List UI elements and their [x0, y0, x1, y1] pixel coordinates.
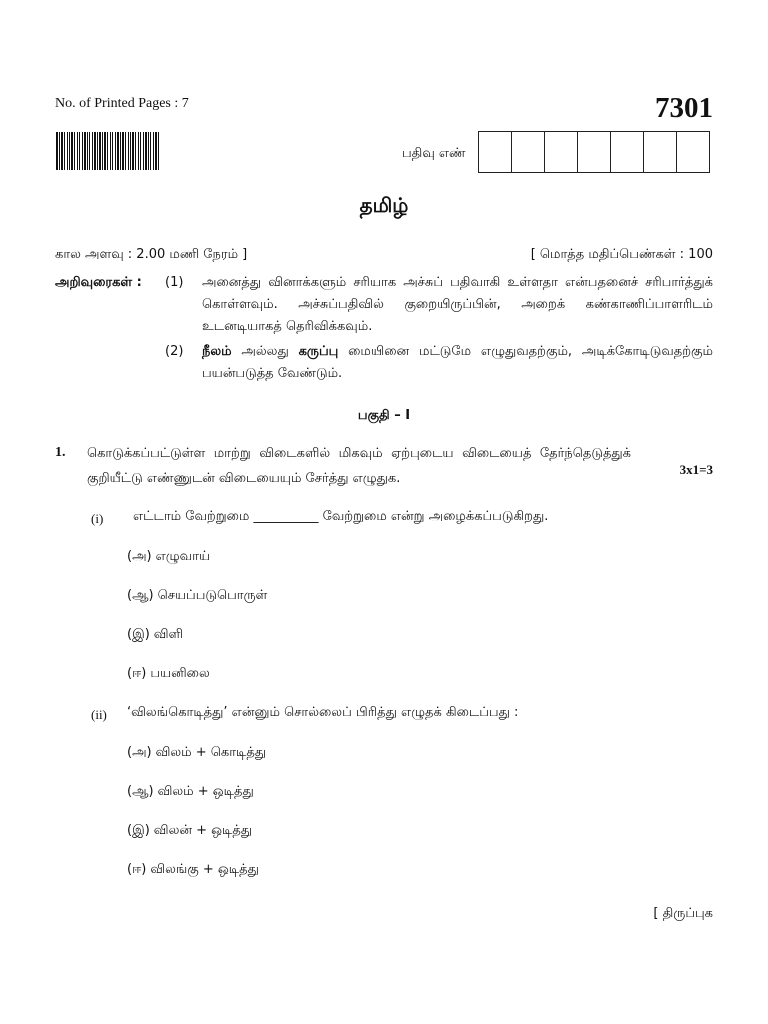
barcode-bar: [77, 132, 78, 170]
barcode-bar: [94, 132, 96, 170]
instruction-text: [202, 341, 713, 385]
reg-digit-box: [644, 132, 677, 172]
reg-digit-box: [545, 132, 578, 172]
barcode-bar: [79, 132, 80, 170]
sub-question-number: (i): [91, 511, 104, 526]
option-text: விளி: [153, 627, 183, 642]
answer-option: [127, 862, 259, 878]
question-number: 1.: [55, 445, 66, 460]
option-label: (அ): [127, 745, 152, 760]
barcode-bar: [145, 132, 147, 170]
barcode-bar: [107, 132, 108, 170]
paper-code: 7301: [655, 92, 713, 124]
barcode-bar: [122, 132, 124, 170]
option-text: விலம் + கொடித்து: [155, 745, 267, 760]
option-text: விலங்கு + ஒடித்து: [150, 862, 259, 877]
instruction-rest: மையினை மட்டுமே எழுதுவதற்கும், அடிக்கோடிடுவதற்கும் பயன்படுத்த வேண்டும்.: [202, 344, 713, 381]
barcode-bar: [112, 132, 113, 170]
sub-question-number: (ii): [91, 707, 107, 722]
instruction-number: (1): [165, 275, 184, 290]
instruction-text: அனைத்து வினாக்களும் சரியாக அச்சுப் பதிவாகி உள்ளதா என்பதனைச் சரிபார்த்துக் கொள்ளவும். அச்சுப்பதிவில் குறையிருப்பின், அறைக் கண்காணிப்பாளரிடம் உடனடியாகத் தெரிவிக்கவும்.: [202, 275, 713, 334]
barcode-bar: [104, 132, 106, 170]
answer-option: [127, 627, 183, 643]
barcode-bar: [102, 132, 103, 170]
barcode-bar: [71, 132, 73, 170]
barcode-bar: [74, 132, 75, 170]
answer-option: [127, 784, 254, 800]
option-text: எழுவாய்: [155, 549, 211, 564]
emphasis-blue: நீலம்: [202, 344, 232, 359]
answer-option: [127, 745, 266, 761]
instructions-label: அறிவுரைகள் :: [55, 275, 142, 290]
sub-question-stem: ‘விலங்கொடித்து’ என்னும் சொல்லைப் பிரித்து எழுதக் கிடைப்பது :: [127, 705, 519, 720]
option-label: (அ): [127, 549, 152, 564]
registration-number-boxes: [478, 131, 710, 173]
option-label: (இ): [127, 627, 150, 642]
reg-digit-box: [479, 132, 512, 172]
barcode-bar: [153, 132, 154, 170]
barcode-bar: [99, 132, 101, 170]
barcode-bar: [130, 132, 131, 170]
barcode-bar: [150, 132, 151, 170]
reg-digit-box: [611, 132, 644, 172]
instruction-number: (2): [165, 344, 184, 359]
question-text: கொடுக்கப்பட்டுள்ள மாற்று விடைகளில் மிகவும் ஏற்புடைய விடையைத் தேர்ந்தெடுத்துக் குறியீட்டு எண்ணுடன் விடையையும் சேர்த்து எழுதுக.: [87, 446, 631, 486]
barcode-bar: [155, 132, 157, 170]
option-label: (ஆ): [127, 588, 154, 603]
barcode-bar: [69, 132, 70, 170]
option-text: செயப்படுபொருள்: [157, 588, 268, 603]
answer-option: [127, 666, 210, 682]
section-title: பகுதி – I: [357, 408, 411, 423]
option-label: (ஆ): [127, 784, 154, 799]
barcode-bar: [56, 132, 58, 170]
barcode-bar: [64, 132, 65, 170]
option-text: விலம் + ஒடித்து: [157, 784, 254, 799]
barcode-bar: [135, 132, 136, 170]
barcode-bar: [87, 132, 88, 170]
barcode-bar: [84, 132, 86, 170]
barcode-bar: [115, 132, 116, 170]
instruction-connector: அல்லது: [231, 344, 299, 359]
answer-option: [127, 823, 252, 839]
barcode-image: [56, 132, 160, 170]
barcode-bar: [61, 132, 63, 170]
barcode-bar: [67, 132, 68, 170]
barcode-bar: [125, 132, 126, 170]
registration-number-label: பதிவு எண்: [402, 146, 466, 161]
subject-title: தமிழ்: [359, 193, 409, 217]
option-label: (இ): [127, 823, 150, 838]
barcode-bar: [92, 132, 93, 170]
barcode-bar: [59, 132, 60, 170]
reg-digit-box: [512, 132, 545, 172]
answer-option: [127, 588, 267, 604]
reg-digit-box: [677, 132, 709, 172]
barcode-bar: [132, 132, 134, 170]
barcode-bar: [82, 132, 83, 170]
barcode-bar: [97, 132, 98, 170]
option-label: (ஈ): [127, 862, 147, 877]
barcode-bar: [158, 132, 159, 170]
barcode-bar: [120, 132, 121, 170]
please-turn-over-note: [ திருப்புக: [653, 906, 713, 921]
barcode-bar: [143, 132, 144, 170]
emphasis-black: கருப்பு: [298, 344, 339, 359]
sub-question-stem: எட்டாம் வேற்றுமை __________ வேற்றுமை என்று அழைக்கப்படுகிறது.: [133, 509, 549, 524]
barcode-bar: [148, 132, 149, 170]
barcode-bar: [117, 132, 119, 170]
barcode-bar: [110, 132, 111, 170]
option-text: பயனிலை: [150, 666, 210, 681]
barcode-bar: [138, 132, 139, 170]
printed-pages-note: No. of Printed Pages : 7: [55, 96, 189, 111]
barcode-bar: [128, 132, 129, 170]
barcode-bar: [140, 132, 141, 170]
option-label: (ஈ): [127, 666, 147, 681]
option-text: விலன் + ஒடித்து: [153, 823, 253, 838]
reg-digit-box: [578, 132, 611, 172]
maximum-marks: [ மொத்த மதிப்பெண்கள் : 100: [530, 247, 713, 262]
barcode-bar: [89, 132, 90, 170]
question-marks: 3x1=3: [679, 462, 713, 477]
exam-duration: கால அளவு : 2.00 மணி நேரம் ]: [55, 247, 248, 262]
answer-option: [127, 549, 210, 565]
